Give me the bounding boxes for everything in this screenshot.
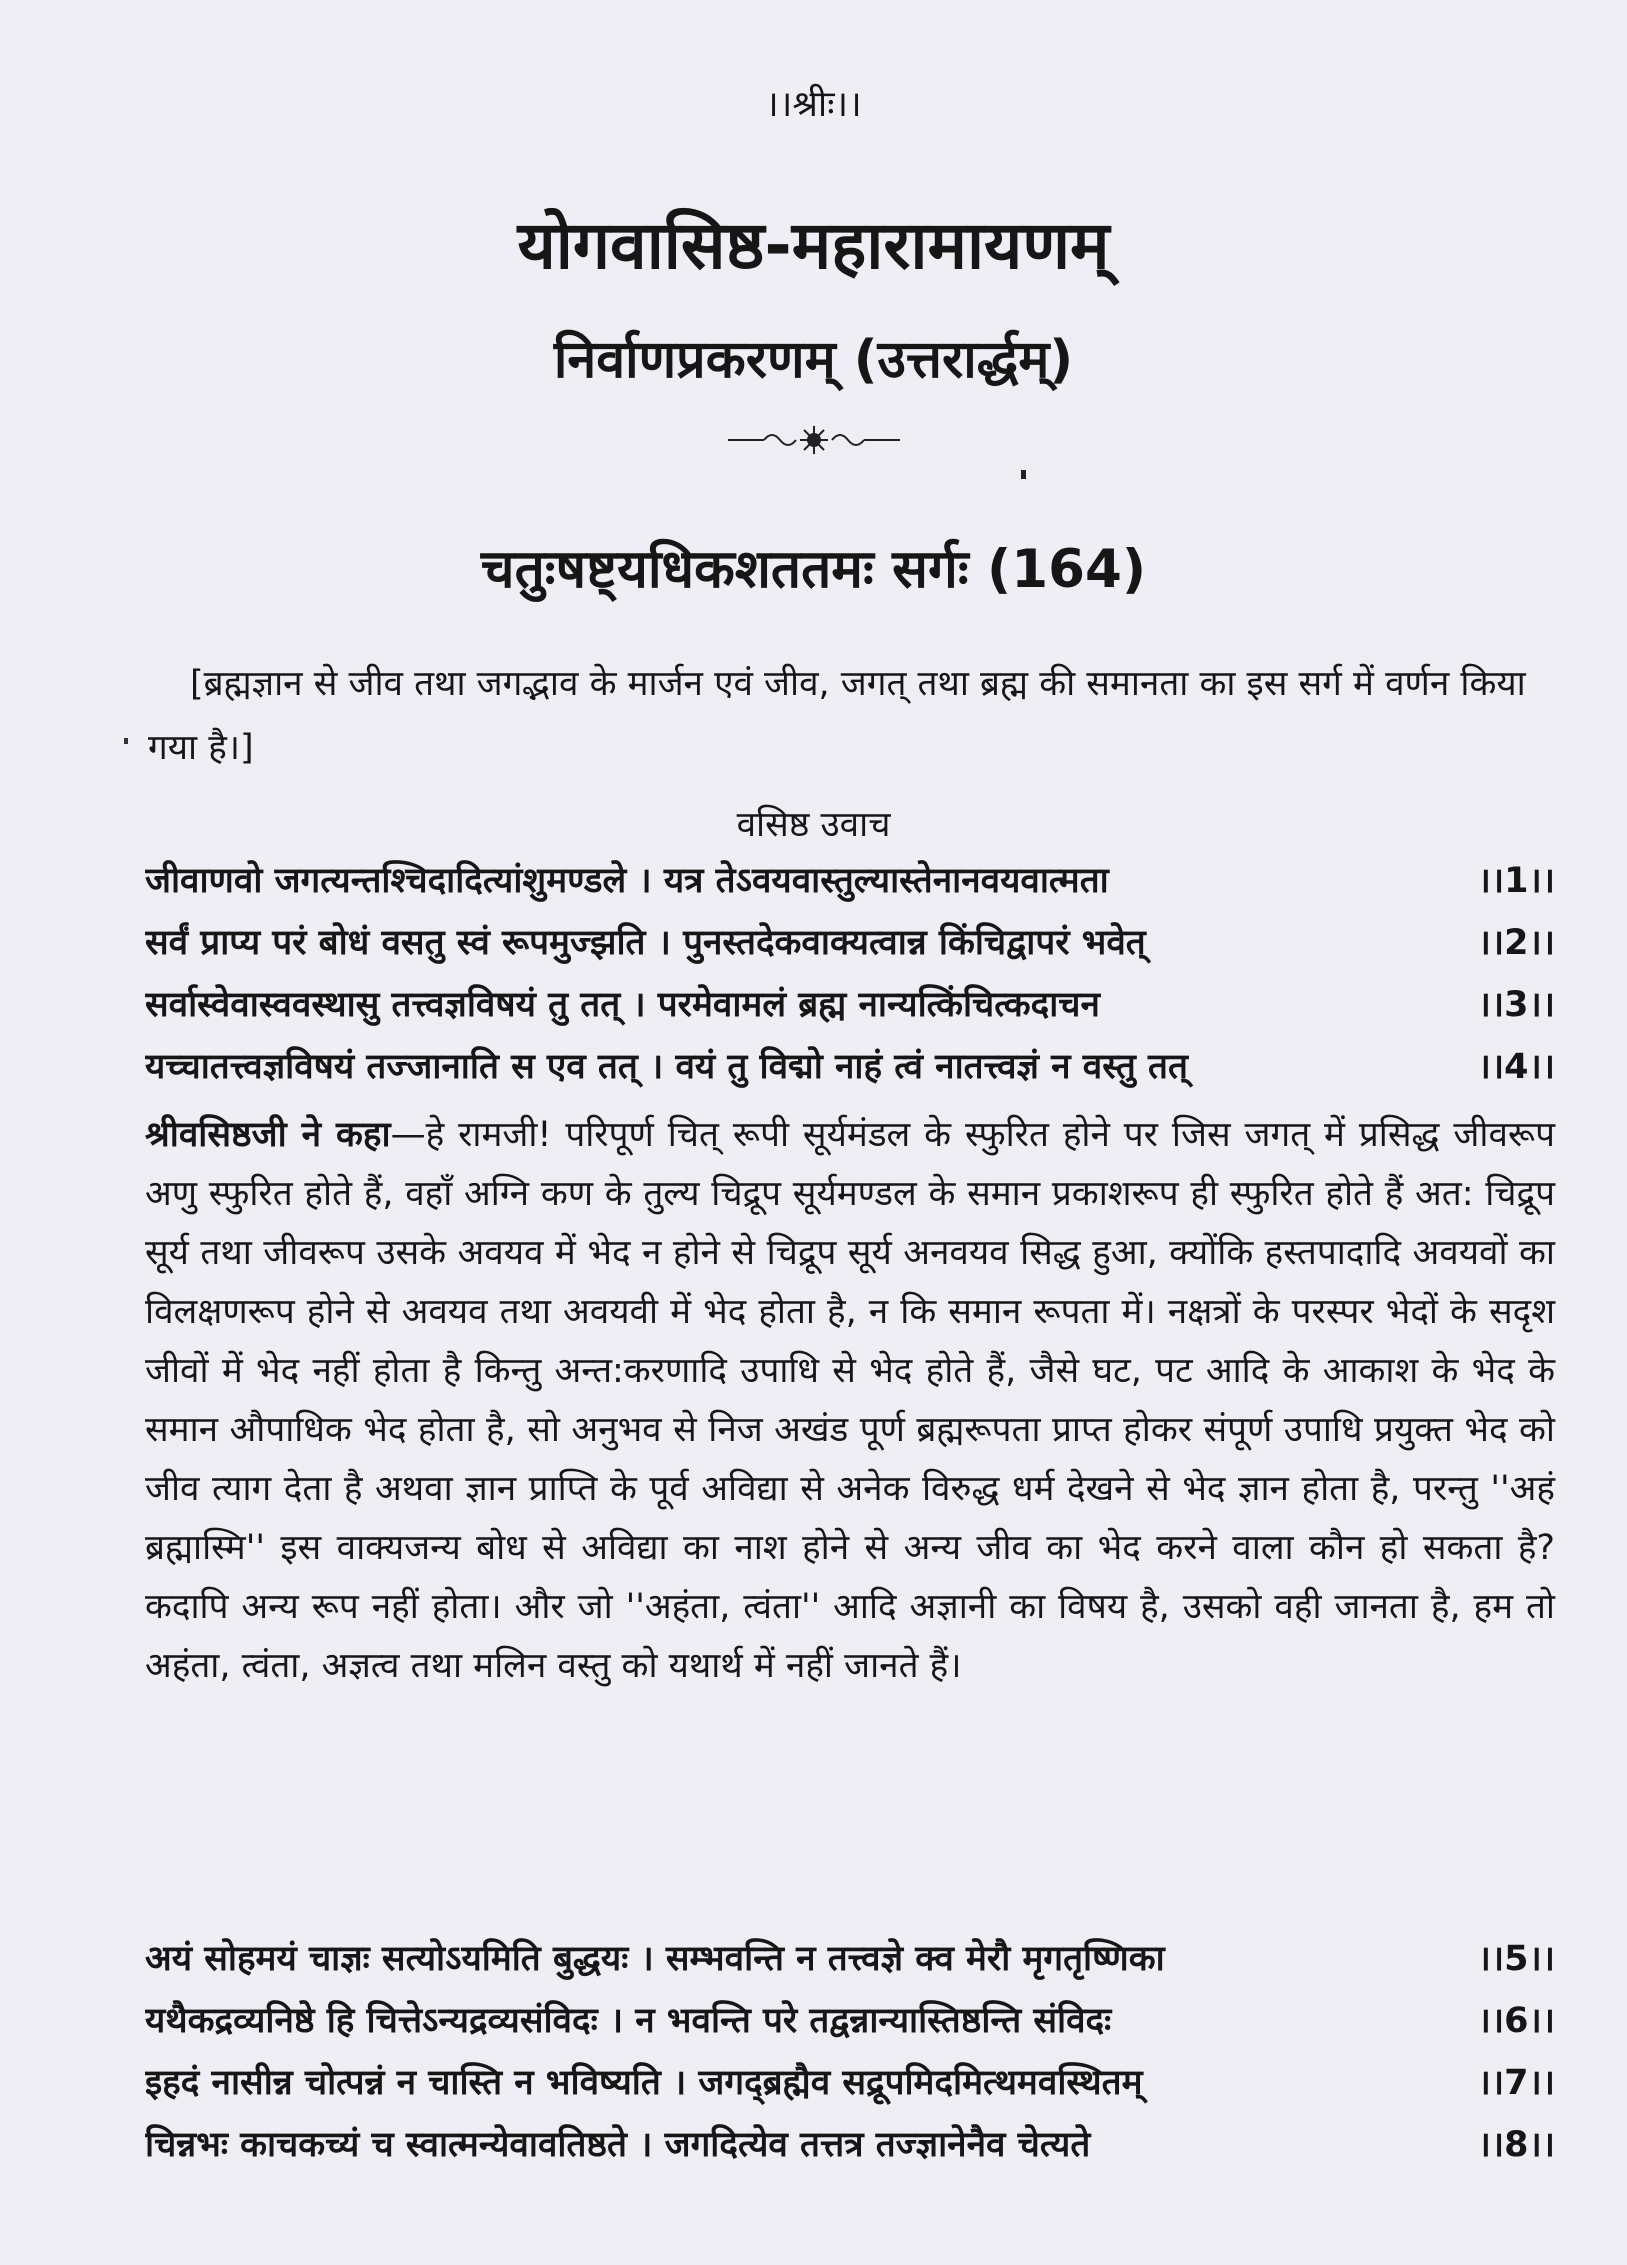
verse-number: ।।2।। — [1477, 923, 1555, 963]
verse-line — [145, 980, 1555, 1042]
verse-line — [145, 2058, 1555, 2120]
verse-number: ।।3।। — [1477, 985, 1555, 1025]
verse-number: ।।4।। — [1477, 1047, 1555, 1087]
ink-mark — [1021, 470, 1026, 479]
verse-number: ।।1।। — [1477, 861, 1555, 901]
verse-number: ।।6।। — [1477, 2001, 1555, 2041]
verse-number: ।।8।। — [1477, 2125, 1555, 2165]
verse-block-first — [145, 856, 1555, 1104]
verse-text: सर्वं प्राप्य परं बोधं वसतु स्वं रूपमुज्झति । पुनस्तदेकवाक्यत्वान्न किंचिद्वापरं भवेत् — [145, 923, 1146, 963]
chapter-summary: [ब्रह्मज्ञान से जीव तथा जगद्भाव के मार्जन एवं जीव, जगत् तथा ब्रह्म की समानता का इस सर्ग में वर्णन किया गया है।] — [148, 664, 1526, 768]
verse-line — [145, 2120, 1555, 2182]
verse-line — [145, 856, 1555, 918]
verse-block-second — [145, 1934, 1555, 2182]
verse-number: ।।5।। — [1477, 1939, 1555, 1979]
verse-line — [145, 1934, 1555, 1996]
chapter-heading: चतुःषष्ट्यधिकशततमः सर्गः (164) — [480, 539, 1147, 600]
verse-text: इहदं नासीन्न चोत्पन्नं न चास्ति न भविष्यति । जगद्ब्रह्मैव सद्रूपमिदमित्थमवस्थितम् — [145, 2063, 1143, 2103]
page-title: योगवासिष्ठ-महारामायणम् — [517, 207, 1110, 284]
verse-text: सर्वास्वेवास्ववस्थासु तत्त्वज्ञविषयं तु तत् । परमेवामलं ब्रह्म नान्यत्किंचित्कदाचन — [145, 985, 1100, 1025]
verse-line — [145, 918, 1555, 980]
verse-line — [145, 1996, 1555, 2058]
verse-text: यच्चातत्त्वज्ञविषयं तज्जानाति स एव तत् । वयं तु विद्मो नाहं त्वं नातत्त्वज्ञं न वस्तु तत् — [145, 1047, 1188, 1087]
commentary-paragraph — [145, 1106, 1555, 1696]
verse-text: चिन्नभः काचकच्यं च स्वात्मन्येवावतिष्ठते । जगदित्येव तत्तत्र तज्ज्ञानेनैव चेत्यते — [145, 2125, 1091, 2165]
invocation: ।।श्रीः।। — [765, 84, 862, 125]
verse-number: ।।7।। — [1477, 2063, 1555, 2103]
verse-text: अयं सोहमयं चाज्ञः सत्योऽयमिति बुद्धयः । सम्भवन्ति न तत्त्वज्ञे क्व मेरौ मृगतृष्णिका — [145, 1939, 1165, 1979]
verse-line — [145, 1042, 1555, 1104]
ornament-divider-icon — [0, 420, 1627, 460]
speaker-label: वसिष्ठ उवाच — [736, 805, 891, 845]
commentary-text: —हे रामजी! परिपूर्ण चित् रूपी सूर्यमंडल के स्फुरित होने पर जिस जगत् में प्रसिद्ध जीवरूप अणु स्फुरित होते हैं, वहाँ अग्नि कण के तुल्य चिद्रूप सूर्यमण्डल के समान प्रकाशरूप ही स्फुरित होते हैं अत: चिद्रूप सूर्य तथा जीवरूप उसके अवयव में भेद न होने से चिद्रूप सूर्य अनवयव सिद्ध हुआ, क्योंकि हस्तपादादि अवयवों का विलक्षणरूप होने से अवयव तथा अवयवी में भेद होता है, न कि समान रूपता में। नक्षत्रों के परस्पर भेदों के सदृश जीवों में भेद नहीं होता है किन्तु अन्त:करणादि उपाधि से भेद होते हैं, जैसे घट, पट आदि के आकाश के भेद के समान औपाधिक भेद होता है, सो अनुभव से निज अखंड पूर्ण ब्रह्मरूपता प्राप्त होकर संपूर्ण उपाधि प्रयुक्त भेद को जीव त्याग देता है अथवा ज्ञान प्राप्ति के पूर्व अविद्या से अनेक विरुद्ध धर्म देखने से भेद ज्ञान होता है, परन्तु ''अहं ब्रह्मास्मि'' इस वाक्यजन्य बोध से अविद्या का नाश होने से अन्य जीव का भेद करने वाला कौन हो सकता है? कदापि अन्य रूप नहीं होता। और जो ''अहंता, त्वंता'' आदि अज्ञानी का विषय है, उसको वही जानता है, हम तो अहंता, त्वंता, अज्ञत्व तथा मलिन वस्तु को यथार्थ में नहीं जानते हैं। — [145, 1115, 1555, 1686]
verse-text: जीवाणवो जगत्यन्तश्चिदादित्यांशुमण्डले । यत्र तेऽवयवास्तुल्यास्तेनानवयवात्मता — [145, 861, 1109, 901]
commentary-speaker: श्रीवसिष्ठजी ने कहा — [145, 1115, 391, 1155]
section-subtitle: निर्वाणप्रकरणम् (उत्तरार्द्धम्) — [553, 330, 1074, 390]
ink-mark — [124, 738, 128, 744]
verse-text: यथैकद्रव्यनिष्ठे हि चित्तेऽन्यद्रव्यसंविदः । न भवन्ति परे तद्वन्नान्यास्तिष्ठन्ति संविदः — [145, 2001, 1112, 2041]
